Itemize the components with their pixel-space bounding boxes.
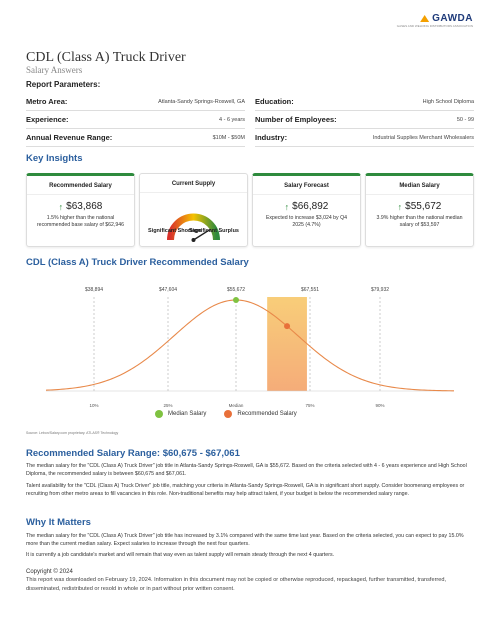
percentile-label: Median: [228, 403, 244, 408]
gawda-logo: [396, 13, 473, 28]
param-row-metro: [26, 93, 245, 111]
why-it-matters-heading: Why It Matters: [26, 517, 91, 528]
why-paragraph-2: It is currently a job candidate's market and will remain that way even as talent supply will remain steady through the next 4 quarters.: [26, 552, 335, 558]
logo-text: GAWDA: [432, 13, 473, 24]
logo-mark-icon: [420, 14, 429, 23]
legend-swatch-median: [155, 410, 163, 418]
card-recommended-salary: [26, 173, 135, 247]
page-title: CDL (Class A) Truck Driver: [26, 50, 186, 65]
card-median-salary: [365, 173, 474, 247]
param-label: Annual Revenue Range:: [26, 133, 113, 142]
supply-gauge: [140, 196, 247, 246]
key-insights-heading: Key Insights: [26, 153, 83, 164]
distribution-curve: [46, 300, 454, 391]
report-parameters-table: [26, 93, 474, 147]
card-note: 1.5% higher than the national recommended base salary of $62,946: [36, 215, 125, 229]
param-label: Metro Area:: [26, 97, 68, 106]
card-note: 3.9% higher than the national median salary of $53,597: [376, 215, 463, 229]
percentile-label: 90%: [375, 403, 385, 408]
percentile-label: 25%: [163, 403, 173, 408]
legend-item-recommended: [224, 410, 296, 418]
param-label: Education:: [255, 97, 294, 106]
legend-item-median: [155, 410, 206, 418]
card-title: Median Salary: [366, 183, 473, 195]
chart-source: Source: Lebon/Salary.com proprietary. ATLAS® Technology: [26, 431, 119, 435]
param-value: $10M - $50M: [212, 134, 245, 141]
range-paragraph-1: The median salary for the "CDL (Class A) Truck Driver" job title in Atlanta-Sandy Springs-Roswell, GA is $55,672. Based on the criteria selected with 4 - 6 years experience and High School Diploma, the recommended salary is between $60,675 and $67,061.: [26, 463, 467, 478]
recommended-range-heading: Recommended Salary Range: $60,675 - $67,061: [26, 448, 240, 459]
param-row-experience: [26, 111, 245, 129]
gauge-label-shortage: Significant Shortage: [148, 228, 202, 234]
x-tick-label: $38,894: [84, 287, 104, 293]
card-title: Recommended Salary: [27, 183, 134, 195]
percentile-label: 75%: [305, 403, 315, 408]
card-value: $55,672: [405, 201, 442, 212]
range-paragraph-2: Talent availability for the "CDL (Class A) Truck Driver" job title, matching your criteria in Atlanta-Sandy Springs-Roswell, GA is in significant short supply. Consider boomerang employees or recruiting from other metro areas to fill vacancies in this role. Non-traditional benefits may help attract talent, if your budget is below the recommended salary range.: [26, 483, 465, 498]
arrow-up-icon: ↑: [397, 201, 403, 212]
recommended-point: [284, 323, 290, 329]
gauge-label-surplus: Significant Surplus: [188, 228, 239, 234]
why-paragraph-1: The median salary for the "CDL (Class A) Truck Driver" job title has increased by 3.1% compared with the same time last year. Based on the criteria selected, you can expect to pay 15.0% more than the current median salary. Expect salaries to increase through the next four quarters.: [26, 533, 464, 548]
recommended-range-band: [267, 297, 307, 391]
param-row-revenue: [26, 129, 245, 147]
param-row-industry: [255, 129, 474, 147]
legend-label: Recommended Salary: [237, 411, 297, 417]
param-row-employees: [255, 111, 474, 129]
card-title: Salary Forecast: [253, 183, 360, 195]
x-tick-label: $55,672: [226, 287, 246, 293]
arrow-up-icon: ↑: [58, 201, 64, 212]
param-label: Experience:: [26, 115, 69, 124]
logo-subtext: GASES AND WELDING DISTRIBUTORS ASSOCIATION: [396, 24, 473, 28]
card-value: $63,868: [66, 201, 103, 212]
param-value: Atlanta-Sandy Springs-Roswell, GA: [158, 98, 245, 105]
legend-swatch-recommended: [224, 410, 232, 418]
copyright: Copyright © 2024: [26, 569, 73, 575]
card-title: Current Supply: [140, 181, 247, 193]
param-value: Industrial Supplies Merchant Wholesalers: [372, 134, 474, 141]
arrow-up-icon: ↑: [284, 201, 290, 212]
param-label: Industry:: [255, 133, 288, 142]
card-salary-forecast: [252, 173, 361, 247]
param-value: High School Diploma: [422, 98, 474, 105]
percentile-label: 10%: [89, 403, 99, 408]
param-value: 4 - 6 years: [219, 116, 245, 123]
card-value: $66,892: [292, 201, 329, 212]
median-point: [233, 297, 239, 303]
insight-cards: [26, 173, 474, 247]
param-value: 50 - 99: [456, 116, 474, 123]
page-subtitle: Salary Answers: [26, 65, 83, 75]
x-tick-label: $79,932: [370, 287, 390, 293]
disclaimer: This report was downloaded on February 19, 2024. Information in this document may not be copied or otherwise reproduced, repackaged, further transmitted, transferred, disseminated, redistributed or resold in whole or in part without prior written consent.: [26, 577, 447, 592]
gauge-svg: [140, 196, 247, 246]
chart-legend: [155, 410, 297, 418]
report-parameters-heading: Report Parameters:: [26, 80, 101, 89]
param-label: Number of Employees:: [255, 115, 337, 124]
chart-title: CDL (Class A) Truck Driver Recommended Salary: [26, 257, 249, 268]
gauge-pivot: [192, 238, 196, 242]
card-current-supply: [139, 173, 248, 247]
legend-label: Median Salary: [168, 411, 207, 417]
x-tick-label: $67,551: [300, 287, 320, 293]
param-row-education: [255, 93, 474, 111]
card-note: Expected to increase $3,024 by Q4 2025 (4.7%): [265, 215, 348, 229]
x-tick-label: $47,604: [158, 287, 178, 293]
